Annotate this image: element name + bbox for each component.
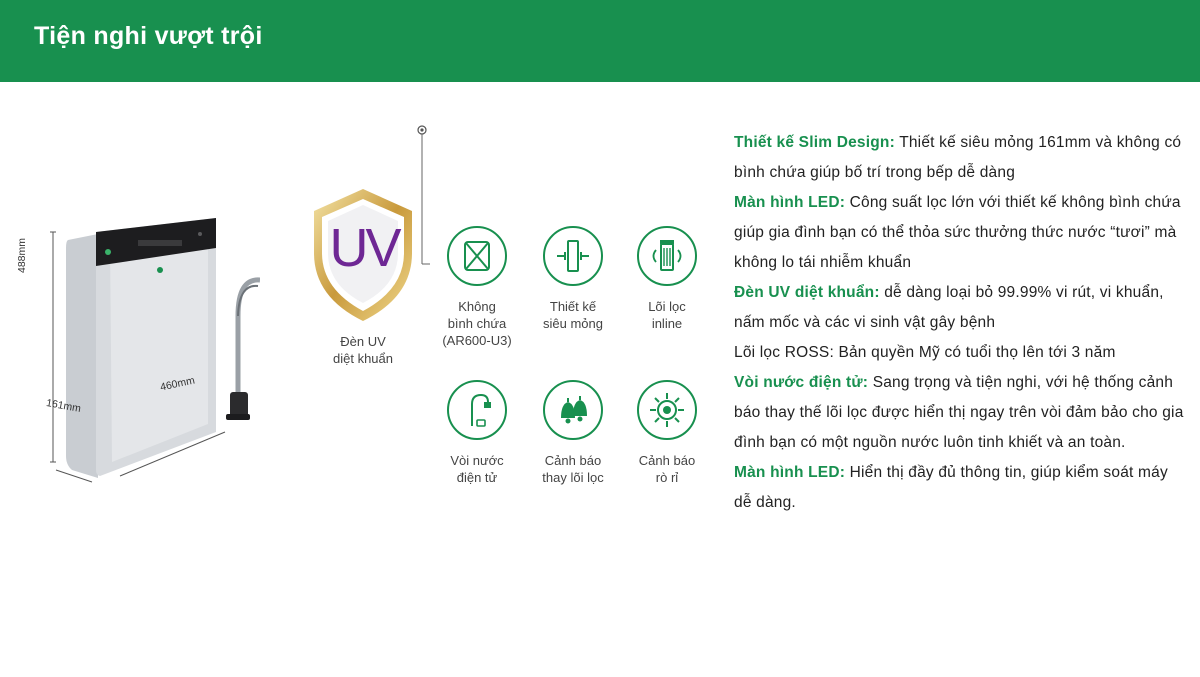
description-label: Màn hình LED:	[734, 194, 846, 211]
feature-leak-alarm	[612, 380, 722, 486]
electronic-faucet-icon	[447, 380, 507, 440]
feature-caption-line: thay lõi lọc	[542, 470, 604, 485]
feature-no-tank	[422, 226, 532, 349]
description-item	[734, 338, 1184, 368]
uv-caption-line-2: diệt khuẩn	[333, 351, 393, 366]
water-purifier-image	[20, 120, 260, 500]
feature-caption-line: Cảnh báo	[544, 453, 602, 468]
page-title: Tiện nghi vượt trội	[34, 22, 263, 50]
feature-caption-line: Cảnh báo	[638, 453, 696, 468]
description-label: Thiết kế Slim Design:	[734, 134, 895, 151]
description-label: Vòi nước điện tử:	[734, 374, 869, 391]
description-item	[734, 278, 1184, 338]
description-text: Sang trọng và tiện nghi, với hệ thống cảnh báo thay thế lõi lọc được hiển thị ngay trên vòi đảm bảo cho gia đình bạn có một nguồn nước luôn tinh khiết và an toàn.	[734, 374, 1184, 451]
uv-caption	[318, 333, 408, 367]
description-text: Công suất lọc lớn với thiết kế không bình chứa giúp gia đình bạn có thể thỏa sức thưởng thức nước “tươi” mà không lo tái nhiễm khuẩn	[734, 194, 1181, 271]
description-text: Thiết kế siêu mỏng 161mm và không có bình chứa giúp bố trí trong bếp dễ dàng	[734, 134, 1182, 181]
feature-caption-line: bình chứa	[447, 316, 507, 331]
leak-alarm-icon	[637, 380, 697, 440]
feature-caption-line: rò rỉ	[655, 470, 679, 485]
no-tank-icon	[447, 226, 507, 286]
height-dimension-label: 488mm	[16, 237, 28, 273]
description-label: Đèn UV diệt khuẩn:	[734, 284, 880, 301]
description-text: dễ dàng loại bỏ 99.99% vi rút, vi khuẩn, nấm mốc và các vi sinh vật gây bệnh	[734, 284, 1164, 331]
description-item	[734, 368, 1184, 458]
feature-caption-line: Thiết kế	[549, 299, 597, 314]
feature-caption-line: Không	[458, 299, 496, 314]
feature-caption-line: (AR600-U3)	[442, 333, 512, 348]
feature-electronic-faucet	[422, 380, 532, 486]
description-label: Màn hình LED:	[734, 464, 846, 481]
description-text: Lõi lọc ROSS: Bản quyền Mỹ có tuổi thọ lên tới 3 năm	[734, 344, 1116, 361]
description-block	[734, 128, 1184, 518]
slim-design-icon	[543, 226, 603, 286]
feature-inline-filter	[612, 226, 722, 332]
feature-caption-line: inline	[651, 316, 683, 331]
feature-caption-line: siêu mỏng	[543, 316, 603, 331]
feature-caption-line: Lõi lọc	[648, 299, 686, 314]
description-item	[734, 128, 1184, 188]
uv-letters: UV	[329, 218, 399, 278]
width-dimension-label: 460mm	[159, 374, 196, 394]
feature-caption-line: điện tử	[456, 470, 498, 485]
description-text: Hiển thị đầy đủ thông tin, giúp kiểm soát máy dễ dàng.	[734, 464, 1168, 511]
description-item	[734, 458, 1184, 518]
depth-dimension-label: 161mm	[45, 397, 82, 415]
feature-caption-line: Vòi nước	[450, 453, 504, 468]
filter-alarm-bells-icon	[543, 380, 603, 440]
inline-filter-icon	[637, 226, 697, 286]
header-bar	[0, 0, 1200, 82]
description-item	[734, 188, 1184, 278]
uv-caption-line-1: Đèn UV	[340, 334, 386, 349]
